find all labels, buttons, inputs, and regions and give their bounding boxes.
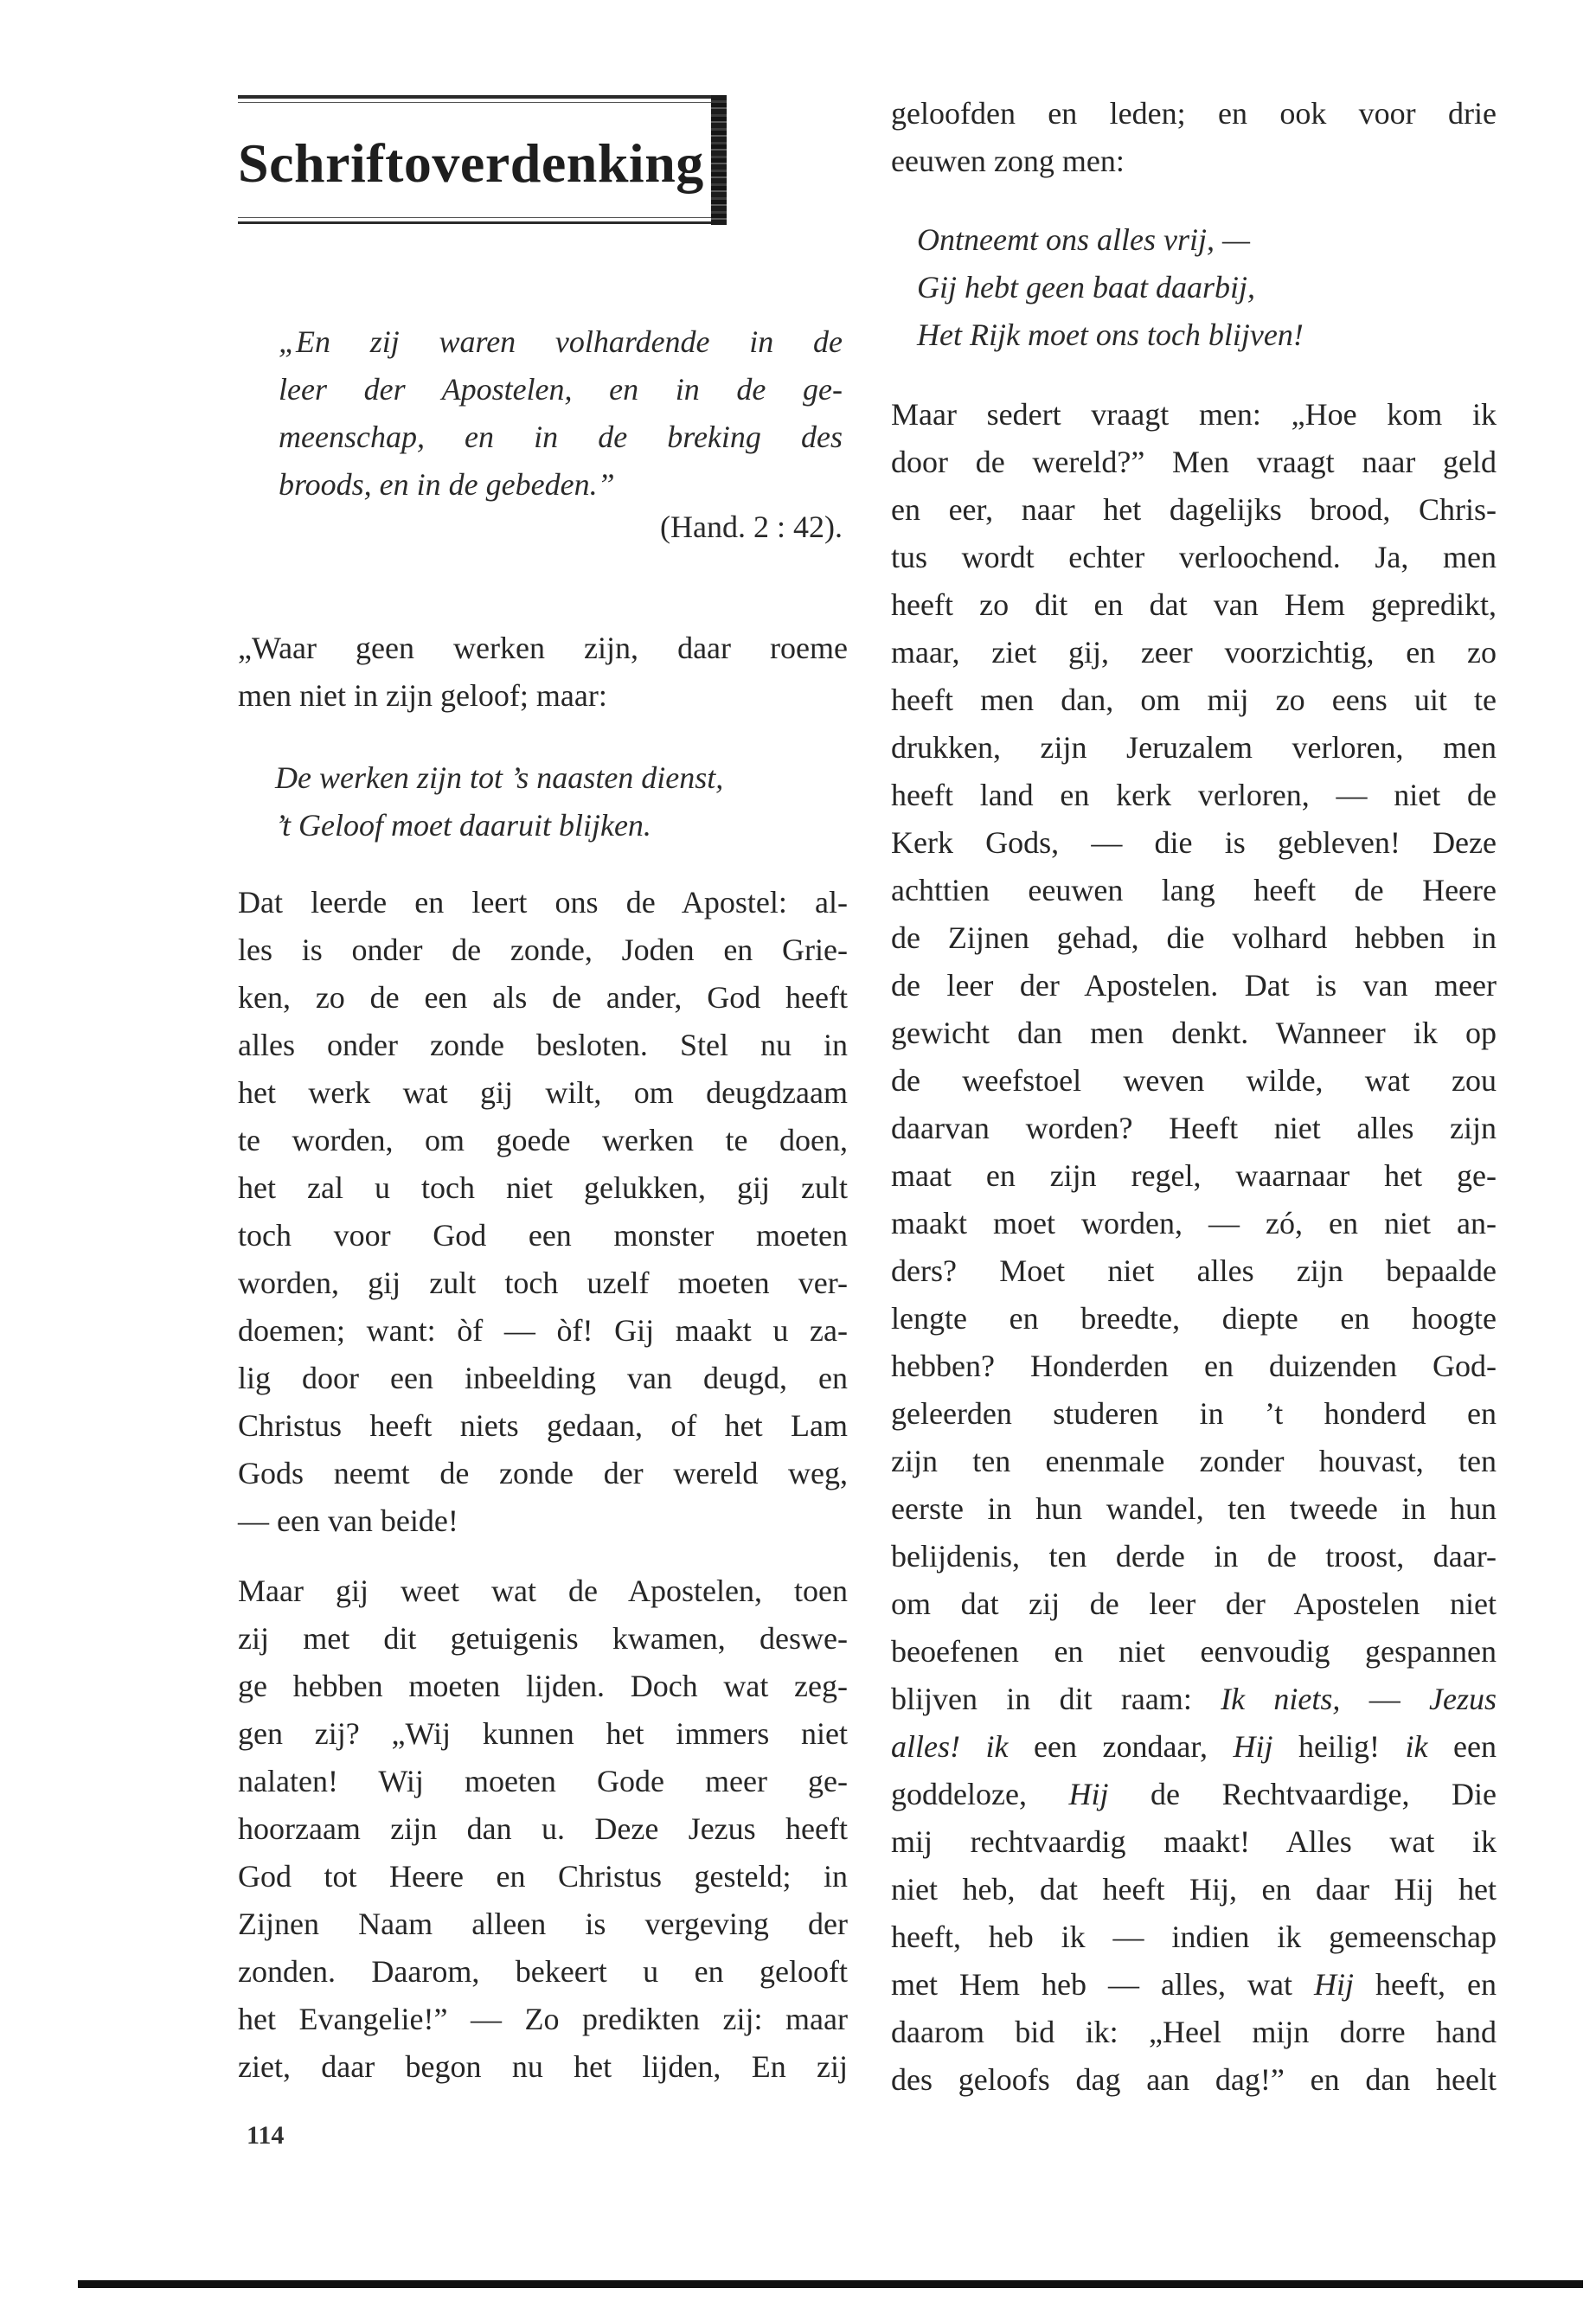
text-line: ders? Moet niet alles zijn bepaalde bbox=[891, 1253, 1497, 1288]
text-line: nalaten! Wij moeten Gode meer ge- bbox=[238, 1764, 848, 1798]
text-line: daarom bid ik: „Heel mijn dorre hand bbox=[891, 2015, 1497, 2049]
text-line: eeuwen zong men: bbox=[891, 144, 1125, 178]
emphasis: Jezus bbox=[1429, 1682, 1497, 1716]
right-paragraph-2 bbox=[891, 391, 1497, 2104]
emphasis: Hij bbox=[1068, 1777, 1109, 1811]
emphasis: ik bbox=[1405, 1729, 1428, 1764]
left-paragraph-1 bbox=[238, 625, 848, 720]
text-line: en eer, naar het dagelijks brood, Chris- bbox=[891, 492, 1497, 527]
text-line: de Zijnen gehad, die volhard hebben in bbox=[891, 920, 1497, 955]
header-ornament-bar bbox=[711, 95, 727, 225]
text-line: de leer der Apostelen. Dat is van meer bbox=[891, 968, 1497, 1003]
left-paragraph-2 bbox=[238, 879, 848, 1545]
text-line: zonden. Daarom, bekeert u en gelooft bbox=[238, 1954, 848, 1989]
text-line: zij met dit getuigenis kwamen, deswe- bbox=[238, 1621, 848, 1656]
verse-line: Ontneemt ons alles vrij, — bbox=[917, 222, 1250, 257]
text-line: geleerden studeren in ’t honderd en bbox=[891, 1396, 1497, 1431]
text-line: om dat zij de leer der Apostelen niet bbox=[891, 1586, 1497, 1621]
text-line: men niet in zijn geloof; maar: bbox=[238, 678, 607, 713]
text-line: geloofden en leden; en ook voor drie bbox=[891, 96, 1497, 131]
left-verse bbox=[275, 754, 723, 849]
text-line: gen zij? „Wij kunnen het immers niet bbox=[238, 1716, 848, 1751]
text-line: beoefenen en niet eenvoudig gespannen bbox=[891, 1634, 1497, 1669]
verse-line: ’t Geloof moet daaruit blijken. bbox=[275, 808, 651, 843]
text-line: hoorzaam zijn dan u. Deze Jezus heeft bbox=[238, 1811, 848, 1846]
header-top-rule-thin bbox=[238, 102, 722, 103]
header-bottom-rule-thin bbox=[238, 217, 722, 218]
text-line: daarvan worden? Heeft niet alles zijn bbox=[891, 1111, 1497, 1145]
text-line: te worden, om goede werken te doen, bbox=[238, 1123, 848, 1157]
text-line: gewicht dan men denkt. Wanneer ik op bbox=[891, 1016, 1497, 1050]
emphasis: Ik niets, bbox=[1221, 1682, 1341, 1716]
text-line: Dat leerde en leert ons de Apostel: al- bbox=[238, 885, 848, 920]
text-run: de Rechtvaardige, Die bbox=[1108, 1777, 1497, 1811]
text-line: eerste in hun wandel, ten tweede in hun bbox=[891, 1491, 1497, 1526]
text-line: door de wereld?” Men vraagt naar geld bbox=[891, 445, 1497, 479]
text-line: heeft zo dit en dat van Hem gepredikt, bbox=[891, 587, 1497, 622]
text-line: ken, zo de een als de ander, God heeft bbox=[238, 980, 848, 1015]
text-line: de weefstoel weven wilde, wat zou bbox=[891, 1063, 1497, 1098]
text-line: Zijnen Naam alleen is vergeving der bbox=[238, 1907, 848, 1941]
verse-line: De werken zijn tot ’s naasten dienst, bbox=[275, 760, 724, 795]
epigraph-line: meenschap, en in de breking des bbox=[279, 420, 843, 454]
emphasis: Hij bbox=[1314, 1967, 1355, 2002]
text-line-mixed bbox=[891, 1676, 1497, 1723]
text-line: „Waar geen werken zijn, daar roeme bbox=[238, 631, 848, 665]
text-line: Maar gij weet wat de Apostelen, toen bbox=[238, 1574, 848, 1608]
text-line: Maar sedert vraagt men: „Hoe kom ik bbox=[891, 397, 1497, 432]
text-line: mij rechtvaardig maakt! Alles wat ik bbox=[891, 1824, 1497, 1859]
text-line: maar, ziet gij, zeer voorzichtig, en zo bbox=[891, 635, 1497, 670]
emphasis: Hij bbox=[1233, 1729, 1273, 1764]
text-line: toch voor God een monster moeten bbox=[238, 1218, 848, 1253]
left-paragraph-3 bbox=[238, 1567, 848, 2091]
text-line-mixed bbox=[891, 1723, 1497, 1771]
text-line-mixed bbox=[891, 1771, 1497, 1818]
text-line: Kerk Gods, — die is gebleven! Deze bbox=[891, 825, 1497, 860]
text-line: ge hebben moeten lijden. Doch wat zeg- bbox=[238, 1669, 848, 1703]
text-run: heilig! bbox=[1272, 1729, 1406, 1764]
text-line: belijdenis, ten derde in de troost, daar- bbox=[891, 1539, 1497, 1574]
text-run: een zondaar, bbox=[1008, 1729, 1234, 1764]
text-run: een bbox=[1427, 1729, 1497, 1764]
header-top-rule bbox=[238, 95, 722, 99]
text-line: drukken, zijn Jeruzalem verloren, men bbox=[891, 730, 1497, 765]
text-run: blijven in dit raam: bbox=[891, 1682, 1221, 1716]
text-line: het Evangelie!” — Zo predikten zij: maar bbox=[238, 2002, 848, 2036]
text-line: tus wordt echter verloochend. Ja, men bbox=[891, 540, 1497, 574]
epigraph-line: leer der Apostelen, en in de ge- bbox=[279, 372, 843, 407]
section-title: Schriftoverdenking bbox=[238, 132, 704, 194]
header-bottom-rule bbox=[238, 221, 722, 224]
epigraph bbox=[279, 318, 843, 509]
emphasis: ik bbox=[985, 1729, 1009, 1764]
text-line: worden, gij zult toch uzelf moeten ver- bbox=[238, 1266, 848, 1300]
text-line: heeft, heb ik — indien ik gemeenschap bbox=[891, 1920, 1497, 1954]
text-line: maat en zijn regel, waarnaar het ge- bbox=[891, 1158, 1497, 1193]
text-line: lig door een inbeelding van deugd, en bbox=[238, 1361, 848, 1395]
section-header bbox=[238, 95, 727, 225]
page-number: 114 bbox=[247, 2121, 285, 2150]
text-line: God tot Heere en Christus gesteld; in bbox=[238, 1859, 848, 1894]
text-line: ziet, daar begon nu het lijden, En zij bbox=[238, 2049, 848, 2084]
text-line: alles onder zonde besloten. Stel nu in bbox=[238, 1028, 848, 1062]
text-run: — bbox=[1340, 1682, 1430, 1716]
right-verse bbox=[917, 216, 1304, 359]
text-run: met Hem heb — alles, wat bbox=[891, 1967, 1315, 2002]
verse-line: Gij hebt geen baat daarbij, bbox=[917, 270, 1255, 304]
text-line: heeft land en kerk verloren, — niet de bbox=[891, 778, 1497, 812]
text-line: les is onder de zonde, Joden en Grie- bbox=[238, 933, 848, 967]
epigraph-line: „En zij waren volhardende in de bbox=[279, 324, 843, 359]
text-line: des geloofs dag aan dag!” en dan heelt bbox=[891, 2062, 1497, 2097]
text-line: Gods neemt de zonde der wereld weg, bbox=[238, 1456, 848, 1490]
text-line: niet heb, dat heeft Hij, en daar Hij het bbox=[891, 1872, 1497, 1907]
text-line: maakt moet worden, — zó, en niet an- bbox=[891, 1206, 1497, 1240]
text-line: het zal u toch niet gelukken, gij zult bbox=[238, 1170, 848, 1205]
text-line: lengte en breedte, diepte en hoogte bbox=[891, 1301, 1497, 1336]
text-run: goddeloze, bbox=[891, 1777, 1069, 1811]
page-bottom-rule bbox=[78, 2280, 1583, 2288]
text-line-mixed bbox=[891, 1961, 1497, 2009]
epigraph-line: broods, en in de gebeden.” bbox=[279, 467, 615, 502]
text-line: zijn ten enenmale zonder houvast, ten bbox=[891, 1444, 1497, 1478]
text-line: achttien eeuwen lang heeft de Heere bbox=[891, 873, 1497, 907]
text-run: heeft, en bbox=[1354, 1967, 1497, 2002]
right-paragraph-1 bbox=[891, 90, 1497, 185]
text-line: — een van beide! bbox=[238, 1503, 458, 1538]
text-line: hebben? Honderden en duizenden God- bbox=[891, 1349, 1497, 1383]
text-line: doemen; want: òf — òf! Gij maakt u za- bbox=[238, 1313, 848, 1348]
emphasis: alles! bbox=[891, 1729, 986, 1764]
text-line: het werk wat gij wilt, om deugdzaam bbox=[238, 1075, 848, 1110]
verse-line: Het Rijk moet ons toch blijven! bbox=[917, 317, 1304, 352]
epigraph-reference: (Hand. 2 : 42). bbox=[660, 510, 843, 544]
text-line: heeft men dan, om mij zo eens uit te bbox=[891, 683, 1497, 717]
text-line: Christus heeft niets gedaan, of het Lam bbox=[238, 1408, 848, 1443]
